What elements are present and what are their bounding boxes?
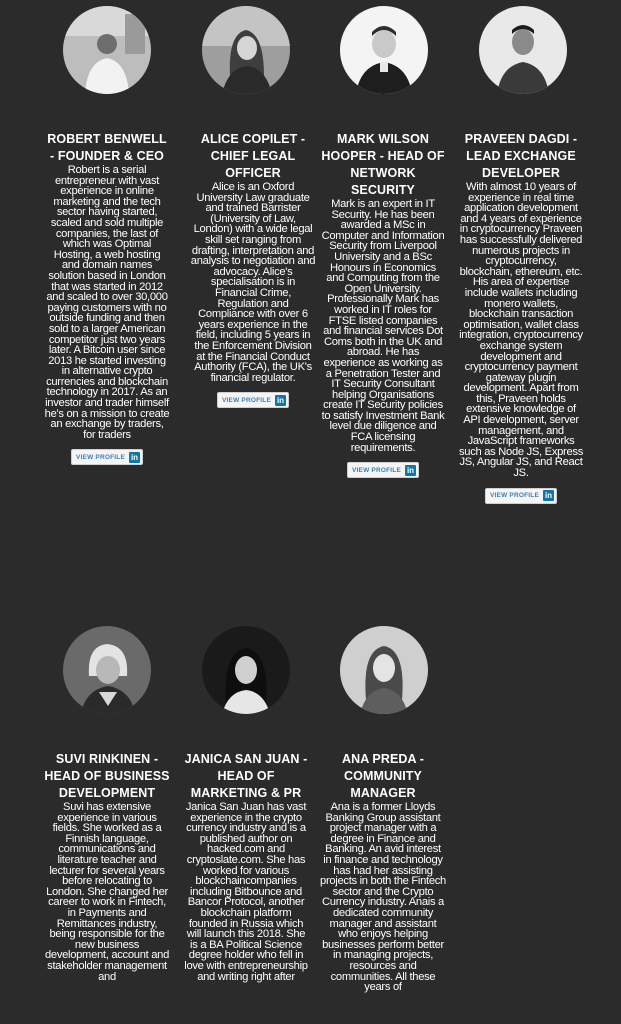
avatar-ana-preda: [340, 626, 428, 714]
member-name: SUVI RINKINEN - HEAD OF BUSINESS DEVELOPMENT: [44, 752, 170, 800]
avatar-janica-san-juan: [202, 626, 290, 714]
view-profile-label: VIEW PROFILE: [222, 396, 271, 404]
team-member-janica-san-juan: [183, 751, 309, 982]
avatar-praveen-dagdi: [479, 6, 567, 94]
view-profile-button[interactable]: [71, 449, 143, 465]
avatar-alice-copilet: [202, 6, 290, 94]
team-member-mark-wilson-hooper: [320, 131, 446, 478]
linkedin-icon: in: [130, 452, 139, 462]
team-member-suvi-rinkinen: [44, 751, 170, 982]
avatar-suvi-rinkinen: [63, 626, 151, 714]
member-name: ROBERT BENWELL - FOUNDER & CEO: [47, 132, 167, 163]
linkedin-icon: in: [544, 491, 553, 501]
member-name: PRAVEEN DAGDI - LEAD EXCHANGE DEVELOPER: [464, 132, 578, 180]
view-profile-label: VIEW PROFILE: [352, 466, 401, 474]
view-profile-button[interactable]: [485, 488, 557, 504]
member-name: MARK WILSON HOOPER - HEAD OF NETWORK SECURITY: [321, 132, 445, 197]
member-bio: Mark is an expert in IT Security. He has been awarded a MSc in Computer and Information Security from Liverpool University and a BSc Honours in Economics and Computing from the Open University. Professionally Mark has worked in IT roles for FTSE listed companies and financial services Dot Coms both in the UK and abroad. He has experience as working as a Penetration Tester and IT Security Consultant helping Organisations create IT Security policies to satisfy Investment Bank level due diligence and FCA licensing requirements.: [321, 198, 445, 454]
member-bio: Janica San Juan has vast experience in the crypto currency industry and is a published author on hacked.com and cryptoslate.com. She has worked for various blockchaincompanies including Bitbounce and Bancor Protocol, another blockchain platform founded in Russia which will launch this 2018. She is a BA Political Science degree holder who fell in love with entrepreneurship and writing right after: [184, 801, 308, 983]
team-member-ana-preda: [320, 751, 446, 993]
team-member-robert-benwell: [44, 131, 170, 465]
member-name: ANA PREDA - COMMUNITY MANAGER: [341, 752, 425, 800]
member-bio: Alice is an Oxford University Law graduate and trained Barrister (University of Law, London) with a wide legal skill set ranging from drafting, interpretation and analysis to negotiation and advocacy. Alice's specialisation is in Financial Crime, Regulation and Compliance with over 6 years experience in the field, including 5 years in the Enforcement Division at the Financial Conduct Authority (FCA), the UK's financial regulator.: [190, 181, 316, 384]
member-bio: Robert is a serial entrepreneur with vast experience in online marketing and the tech sector having started, scaled and sold multiple companies, the last of which was Optimal Hosting, a web hosting and domain names solution based in London that was started in 2012 and scaled to over 30,000 paying customers with no outside funding and then sold to a larger American competitor just two years later. A Bitcoin user since 2013 he started investing in alternative crypto currencies and blockchain technology in 2017. As an investor and trader himself he's on a mission to create an exchange by traders, for traders: [44, 164, 170, 441]
avatar-mark-wilson-hooper: [340, 6, 428, 94]
linkedin-icon: in: [276, 395, 285, 405]
member-bio: Ana is a former Lloyds Banking Group assistant project manager with a degree in Finance and Banking. An avid interest in finance and technology has had her assisting projects in both the Fintech sector and the Crypto Currency industry. Anais a dedicated community manager and assistant who enjoys helping businesses perform better in managing projects, resources and communities. All these years of: [320, 801, 446, 994]
member-bio: With almost 10 years of experience in real time application development and 4 years of experience in cryptocurrency Praveen has successfully delivered numerous projects in cryptocurrency, blockchain, ethereum, etc. His area of expertise include wallets including monero wallets, blockchain transaction optimisation, wallet class integration, cryptocurrency exchange system development and cryptocurrency payment gateway plugin development. Apart from this, Praveen holds extensive knowledge of API development, server management, and JavaScript frameworks such as Node JS, Express JS, Angular JS, and React JS.: [458, 181, 583, 480]
team-member-alice-copilet: [190, 131, 316, 408]
member-name: JANICA SAN JUAN - HEAD OF MARKETING & PR: [184, 752, 308, 800]
member-bio: Suvi has extensive experience in various fields. She worked as a Finnish language, communications and literature teacher and lecturer for several years before relocating to London. She changed her career to work in Fintech, in Payments and Remittances industry, being responsible for the new business development, account and stakeholder management and: [44, 801, 170, 983]
view-profile-button[interactable]: [217, 392, 289, 408]
view-profile-button[interactable]: [347, 462, 419, 478]
view-profile-label: VIEW PROFILE: [490, 492, 539, 500]
avatar-robert-benwell: [63, 6, 151, 94]
member-name: ALICE COPILET - CHIEF LEGAL OFFICER: [200, 132, 306, 180]
view-profile-label: VIEW PROFILE: [76, 453, 125, 461]
team-member-praveen-dagdi: [458, 131, 584, 504]
linkedin-icon: in: [406, 465, 415, 475]
